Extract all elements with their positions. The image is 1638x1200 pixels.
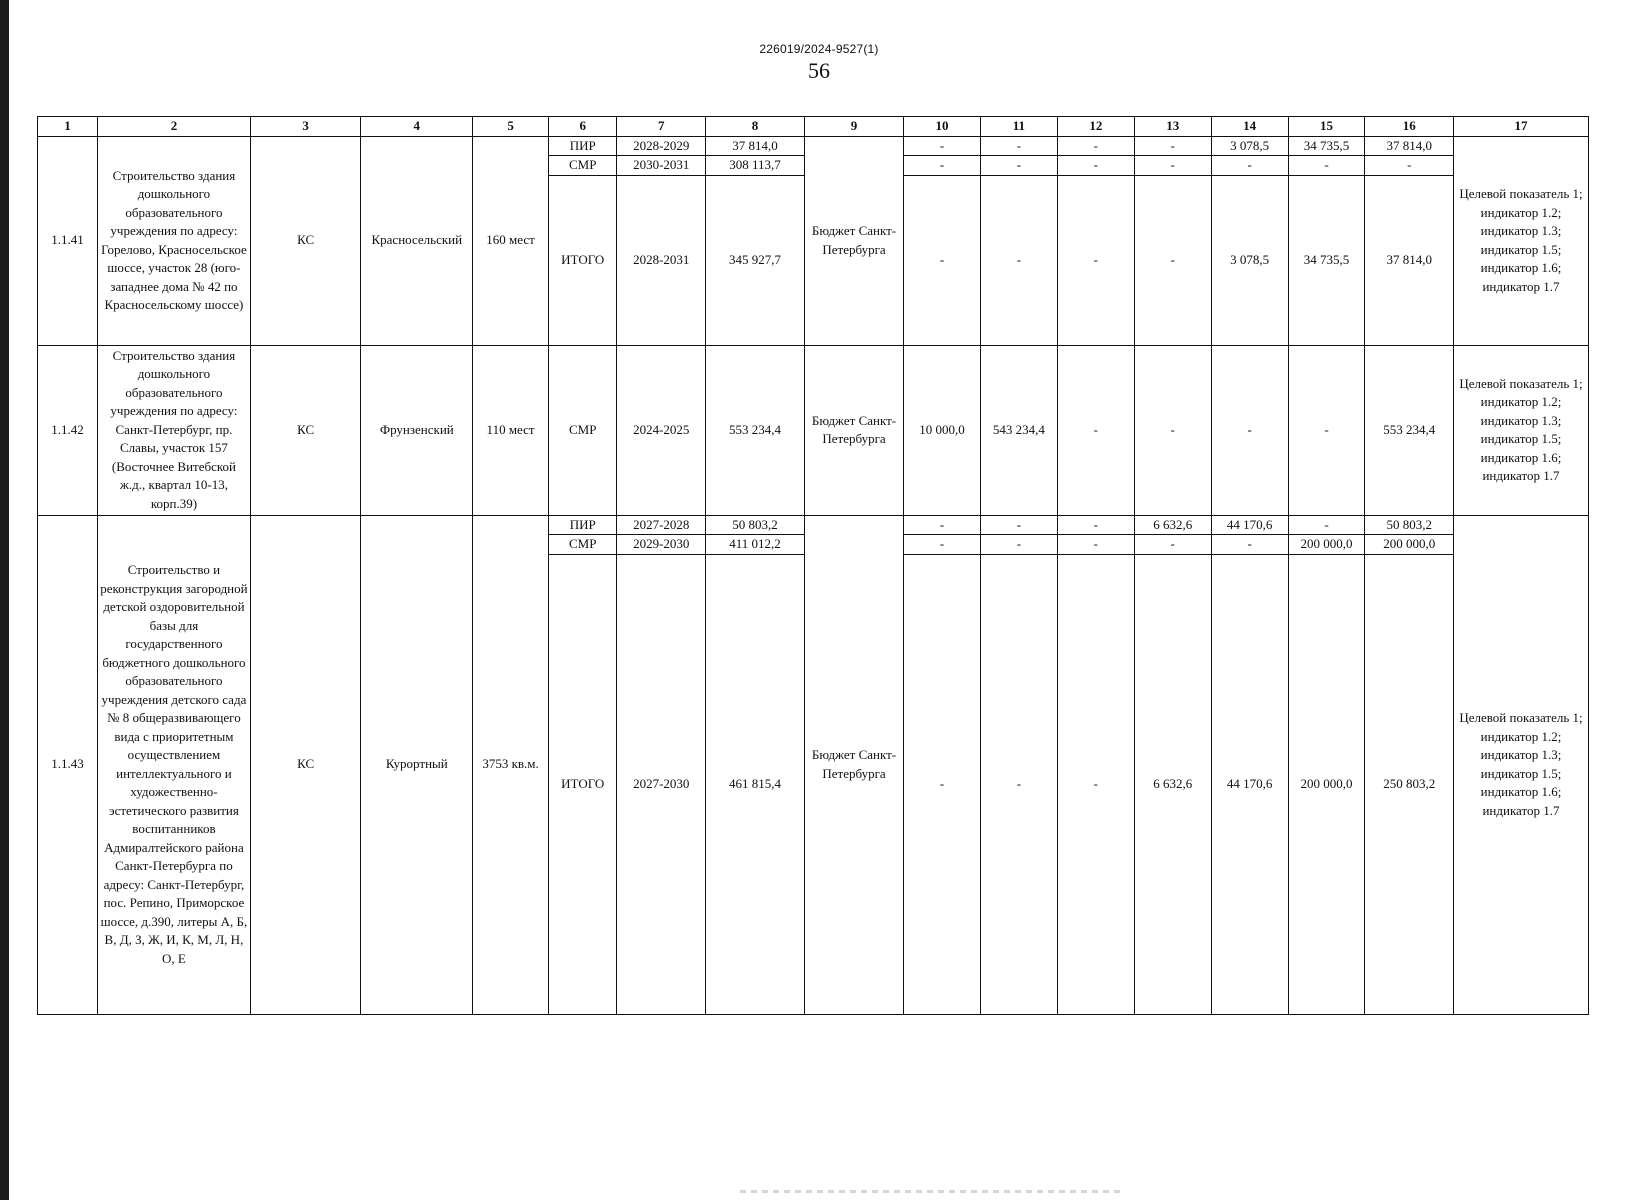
total-cell: 553 234,4 [705,345,804,515]
value-cell: - [1288,156,1365,176]
value-cell: - [1134,535,1211,555]
value-cell: - [1134,136,1211,156]
funding-source: Бюджет Санкт-Петербурга [805,515,904,1014]
value-cell: - [1211,345,1288,515]
col-header: 6 [549,117,617,137]
value-cell: - [1288,515,1365,535]
total-cell: 308 113,7 [705,156,804,176]
stage-cell: СМР [549,345,617,515]
value-cell: - [904,136,981,156]
value-cell: - [904,535,981,555]
object-name: Строительство здания дошкольного образовательного учреждения по адресу: Горелово, Красносельское шоссе, участок 28 (юго-западнее дома № 42 по Красносельскому шоссе) [98,136,251,345]
col-header: 5 [473,117,549,137]
value-cell: 34 735,5 [1288,136,1365,156]
col-header: 1 [38,117,98,137]
value-cell: 44 170,6 [1211,554,1288,1014]
value-cell: - [1211,156,1288,176]
table-row [38,345,1589,515]
col-header: 3 [250,117,361,137]
capacity-cell: 160 мест [473,136,549,345]
value-cell: 200 000,0 [1288,554,1365,1014]
indicators-cell: Целевой показатель 1; индикатор 1.2; индикатор 1.3; индикатор 1.5; индикатор 1.6; индикатор 1.7 [1453,515,1588,1014]
value-cell: 34 735,5 [1288,175,1365,345]
value-cell: - [1057,136,1134,156]
stage-cell: СМР [549,156,617,176]
value-cell: 3 078,5 [1211,136,1288,156]
value-cell: 200 000,0 [1288,535,1365,555]
value-cell: 553 234,4 [1365,345,1454,515]
row-number: 1.1.43 [38,515,98,1014]
value-cell: - [980,554,1057,1014]
table-row [38,515,1589,535]
value-cell: - [1134,345,1211,515]
value-cell: - [1134,156,1211,176]
table-row [38,136,1589,156]
district-cell: Фрунзенский [361,345,473,515]
funding-source: Бюджет Санкт-Петербурга [805,345,904,515]
value-cell: - [980,535,1057,555]
value-cell: - [1057,554,1134,1014]
col-header: 15 [1288,117,1365,137]
value-cell: - [1057,156,1134,176]
stage-cell: ПИР [549,515,617,535]
value-cell: - [1057,345,1134,515]
value-cell: - [980,515,1057,535]
col-header: 13 [1134,117,1211,137]
scan-left-edge [0,0,9,1200]
program-table [37,116,1589,1015]
period-cell: 2028-2029 [617,136,706,156]
indicators-cell: Целевой показатель 1; индикатор 1.2; индикатор 1.3; индикатор 1.5; индикатор 1.6; индикатор 1.7 [1453,345,1588,515]
capacity-cell: 110 мест [473,345,549,515]
col-header: 14 [1211,117,1288,137]
value-cell: - [1365,156,1454,176]
col-header: 16 [1365,117,1454,137]
stage-cell: ИТОГО [549,554,617,1014]
period-cell: 2029-2030 [617,535,706,555]
total-cell: 50 803,2 [705,515,804,535]
indicators-cell: Целевой показатель 1; индикатор 1.2; индикатор 1.3; индикатор 1.5; индикатор 1.6; индикатор 1.7 [1453,136,1588,345]
document-id: 226019/2024-9527(1) [759,42,879,56]
value-cell: 543 234,4 [980,345,1057,515]
col-header: 10 [904,117,981,137]
customer-cell: КС [250,345,361,515]
col-header: 17 [1453,117,1588,137]
value-cell: 37 814,0 [1365,136,1454,156]
period-cell: 2024-2025 [617,345,706,515]
value-cell: 10 000,0 [904,345,981,515]
period-cell: 2030-2031 [617,156,706,176]
col-header: 4 [361,117,473,137]
value-cell: - [1211,535,1288,555]
row-number: 1.1.41 [38,136,98,345]
customer-cell: КС [250,515,361,1014]
value-cell: - [904,515,981,535]
value-cell: - [1288,345,1365,515]
value-cell: 6 632,6 [1134,515,1211,535]
customer-cell: КС [250,136,361,345]
total-cell: 461 815,4 [705,554,804,1014]
page-number: 56 [808,58,830,83]
value-cell: - [980,136,1057,156]
object-name: Строительство здания дошкольного образовательного учреждения по адресу: Санкт-Петербург, пр. Славы, участок 157 (Восточнее Витебской ж.д., квартал 10-13, корп.39) [98,345,251,515]
scan-footer-noise [740,1190,1120,1193]
total-cell: 345 927,7 [705,175,804,345]
period-cell: 2027-2030 [617,554,706,1014]
value-cell: 50 803,2 [1365,515,1454,535]
col-header: 8 [705,117,804,137]
value-cell: - [1057,175,1134,345]
capacity-cell: 3753 кв.м. [473,515,549,1014]
value-cell: - [1134,175,1211,345]
stage-cell: ИТОГО [549,175,617,345]
col-header: 7 [617,117,706,137]
col-header: 2 [98,117,251,137]
value-cell: - [1057,515,1134,535]
col-header: 9 [805,117,904,137]
value-cell: - [980,156,1057,176]
value-cell: - [904,175,981,345]
column-header-row [38,117,1589,137]
period-cell: 2027-2028 [617,515,706,535]
value-cell: 250 803,2 [1365,554,1454,1014]
col-header: 11 [980,117,1057,137]
value-cell: 3 078,5 [1211,175,1288,345]
period-cell: 2028-2031 [617,175,706,345]
value-cell: 37 814,0 [1365,175,1454,345]
value-cell: 200 000,0 [1365,535,1454,555]
stage-cell: ПИР [549,136,617,156]
value-cell: - [1057,535,1134,555]
total-cell: 37 814,0 [705,136,804,156]
object-name: Строительство и реконструкция загородной детской оздоровительной базы для государственного бюджетного дошкольного образовательного учреждения детского сада № 8 общеразвивающего вида с приоритетным осуществлением интеллектуального и художественно-эстетического развития воспитанников Адмиралтейского района Санкт-Петербурга по адресу: Санкт-Петербург, пос. Репино, Приморское шоссе, д.390, литеры А, Б, В, Д, З, Ж, И, К, М, Л, Н, О, Е [98,515,251,1014]
value-cell: 44 170,6 [1211,515,1288,535]
value-cell: - [904,156,981,176]
value-cell: - [904,554,981,1014]
district-cell: Красносельский [361,136,473,345]
value-cell: 6 632,6 [1134,554,1211,1014]
district-cell: Курортный [361,515,473,1014]
col-header: 12 [1057,117,1134,137]
funding-source: Бюджет Санкт-Петербурга [805,136,904,345]
stage-cell: СМР [549,535,617,555]
value-cell: - [980,175,1057,345]
total-cell: 411 012,2 [705,535,804,555]
row-number: 1.1.42 [38,345,98,515]
